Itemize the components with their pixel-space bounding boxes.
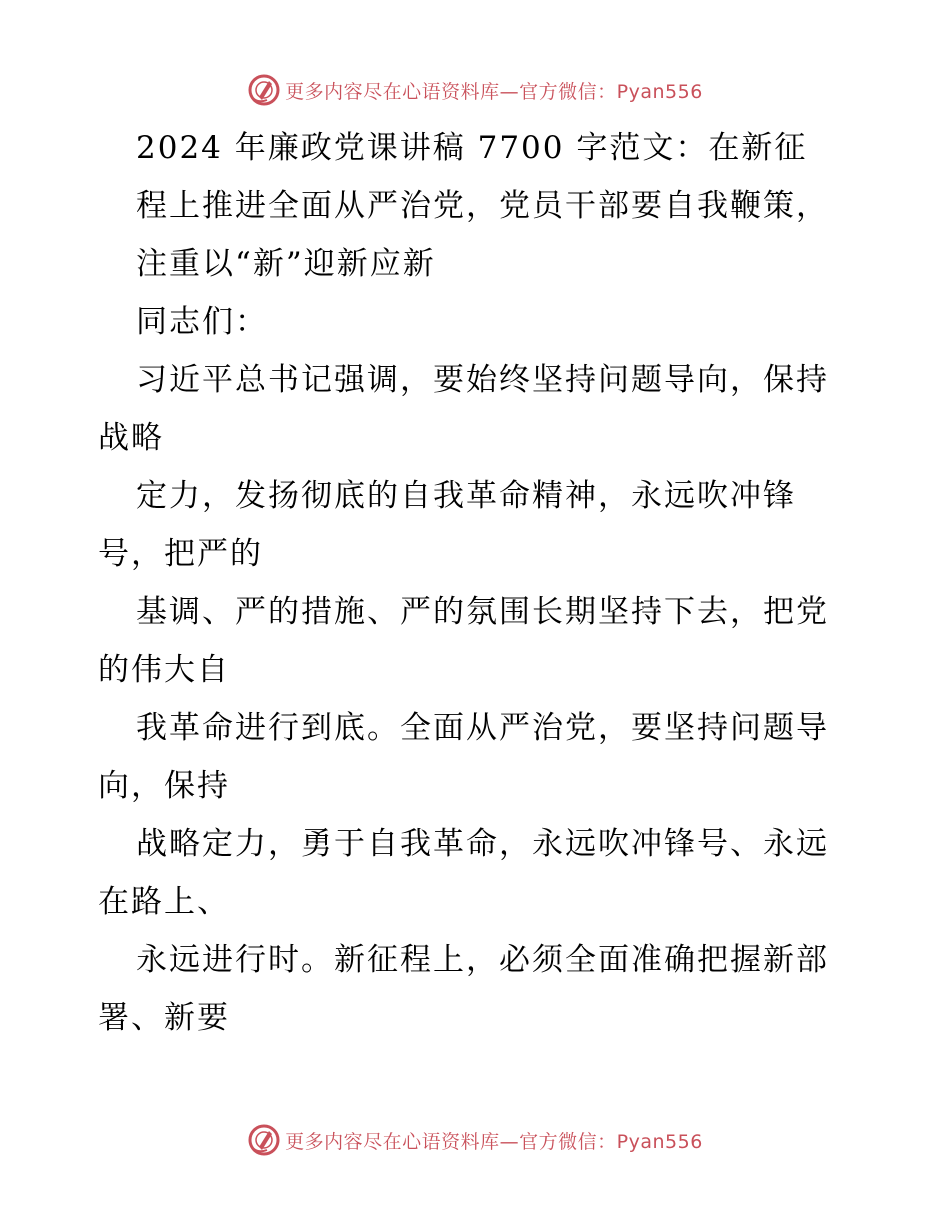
body-line: 战略 — [98, 420, 164, 456]
body-line: 习近平总书记强调，要始终坚持问题导向，保持 — [136, 362, 829, 398]
footer-banner-text: 更多内容尽在心语资料库—官方微信：Pyan556 — [285, 1130, 703, 1153]
body-line: 的伟大自 — [98, 652, 230, 688]
body-line: 定力，发扬彻底的自我革命精神，永远吹冲锋 — [136, 478, 796, 514]
pen-nib-logo-icon — [247, 1123, 281, 1157]
document-title-line-1: 2024 年廉政党课讲稿 7700 字范文：在新征 — [136, 130, 808, 166]
body-line: 署、新要 — [98, 1000, 230, 1036]
salutation: 同志们： — [136, 304, 268, 340]
footer-banner — [0, 1118, 950, 1162]
body-line: 战略定力，勇于自我革命，永远吹冲锋号、永远 — [136, 826, 829, 862]
header-banner-text: 更多内容尽在心语资料库—官方微信：Pyan556 — [285, 80, 703, 103]
body-line: 永远进行时。新征程上，必须全面准确把握新部 — [136, 942, 829, 978]
body-line: 在路上、 — [98, 884, 230, 920]
body-line: 基调、严的措施、严的氛围长期坚持下去，把党 — [136, 594, 829, 630]
document-title-line-2: 程上推进全面从严治党，党员干部要自我鞭策， — [136, 188, 829, 224]
body-line: 我革命进行到底。全面从严治党，要坚持问题导 — [136, 710, 829, 746]
body-line: 号，把严的 — [98, 536, 263, 572]
body-line: 向，保持 — [98, 768, 230, 804]
document-title-line-3: 注重以“新”迎新应新 — [136, 246, 436, 282]
